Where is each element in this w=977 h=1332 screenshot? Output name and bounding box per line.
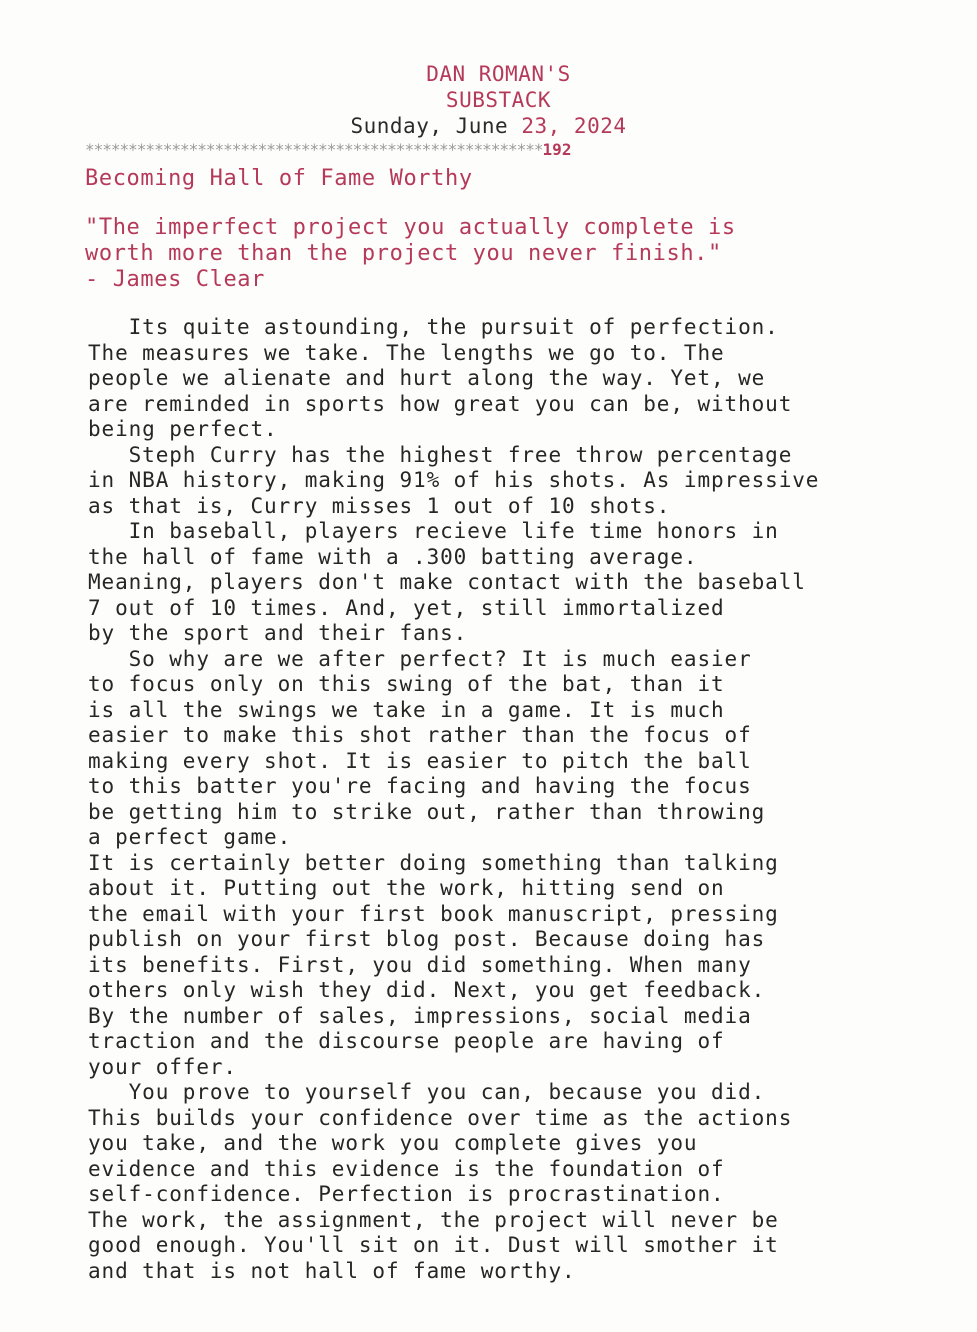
- body-line: be getting him to strike out, rather than throwing: [88, 799, 766, 824]
- body-line: others only wish they did. Next, you get feedback.: [88, 978, 766, 1002]
- body-line: good enough. You'll sit on it. Dust will smother it: [88, 1233, 779, 1257]
- body-line: evidence and this evidence is the foundation of: [88, 1156, 725, 1181]
- header-line-1: DAN ROMAN'S: [426, 62, 571, 86]
- body-line: by the sport and their fans.: [88, 621, 468, 645]
- quote-line-1: "The imperfect project you actually complete is: [85, 215, 736, 240]
- epigraph-quote: [85, 215, 736, 293]
- body-line: its benefits. First, you did something. When many: [88, 952, 752, 977]
- body-line: are reminded in sports how great you can be, without: [88, 391, 793, 416]
- body-line: about it. Putting out the work, hitting send on: [88, 876, 725, 900]
- body-line: a perfect game.: [88, 825, 292, 849]
- separator-stars: *****************************************************: [85, 140, 543, 159]
- body-line: So why are we after perfect? It is much easier: [88, 646, 752, 671]
- body-line: is all the swings we take in a game. It is much: [88, 697, 725, 722]
- body-line: making every shot. It is easier to pitch the ball: [88, 748, 752, 773]
- body-line: to this batter you're facing and having the focus: [88, 774, 752, 798]
- body-line: Its quite astounding, the pursuit of perfection.: [88, 315, 779, 339]
- body-line: your offer.: [88, 1054, 237, 1079]
- body-line: traction and the discourse people are having of: [88, 1029, 725, 1053]
- date-number: 23, 2024: [521, 114, 627, 138]
- body-line: as that is, Curry misses 1 out of 10 shots.: [88, 493, 671, 518]
- body-line: This builds your confidence over time as the actions: [88, 1105, 793, 1130]
- body-line: and that is not hall of fame worthy.: [88, 1258, 576, 1283]
- body-line: people we alienate and hurt along the way. Yet, we: [88, 366, 766, 390]
- quote-line-2: worth more than the project you never finish.": [85, 241, 722, 266]
- body-line: the hall of fame with a .300 batting average.: [88, 544, 698, 569]
- quote-attribution: - James Clear: [85, 267, 265, 292]
- body-line: publish on your first blog post. Because doing has: [88, 927, 766, 951]
- header-date: [0, 114, 977, 138]
- header-line-2: SUBSTACK: [445, 88, 552, 112]
- body-line: It is certainly better doing something than talking: [88, 850, 779, 875]
- body-line: By the number of sales, impressions, social media: [88, 1003, 752, 1028]
- body-line: to focus only on this swing of the bat, than it: [88, 672, 725, 696]
- body-line: In baseball, players recieve life time honors in: [88, 519, 779, 543]
- body-line: the email with your first book manuscript, pressing: [88, 901, 779, 926]
- body-line: The measures we take. The lengths we go to. The: [88, 340, 725, 365]
- date-prefix: Sunday, June: [350, 114, 522, 138]
- body-line: being perfect.: [88, 417, 278, 441]
- body-line: Meaning, players don't make contact with the baseball: [88, 570, 806, 594]
- body-line: you take, and the work you complete gives you: [88, 1131, 698, 1155]
- article-title: Becoming Hall of Fame Worthy: [85, 166, 473, 191]
- body-line: self-confidence. Perfection is procrastination.: [88, 1182, 725, 1206]
- article-body: [88, 315, 819, 1284]
- body-line: in NBA history, making 91% of his shots. As impressive: [88, 468, 820, 492]
- issue-number: 192: [542, 140, 572, 159]
- body-line: easier to make this shot rather than the focus of: [88, 723, 752, 747]
- body-line: Steph Curry has the highest free throw percentage: [88, 442, 793, 467]
- body-line: The work, the assignment, the project will never be: [88, 1207, 779, 1232]
- body-line: You prove to yourself you can, because you did.: [88, 1080, 766, 1104]
- body-line: 7 out of 10 times. And, yet, still immortalized: [88, 595, 725, 620]
- separator-line: [85, 140, 845, 159]
